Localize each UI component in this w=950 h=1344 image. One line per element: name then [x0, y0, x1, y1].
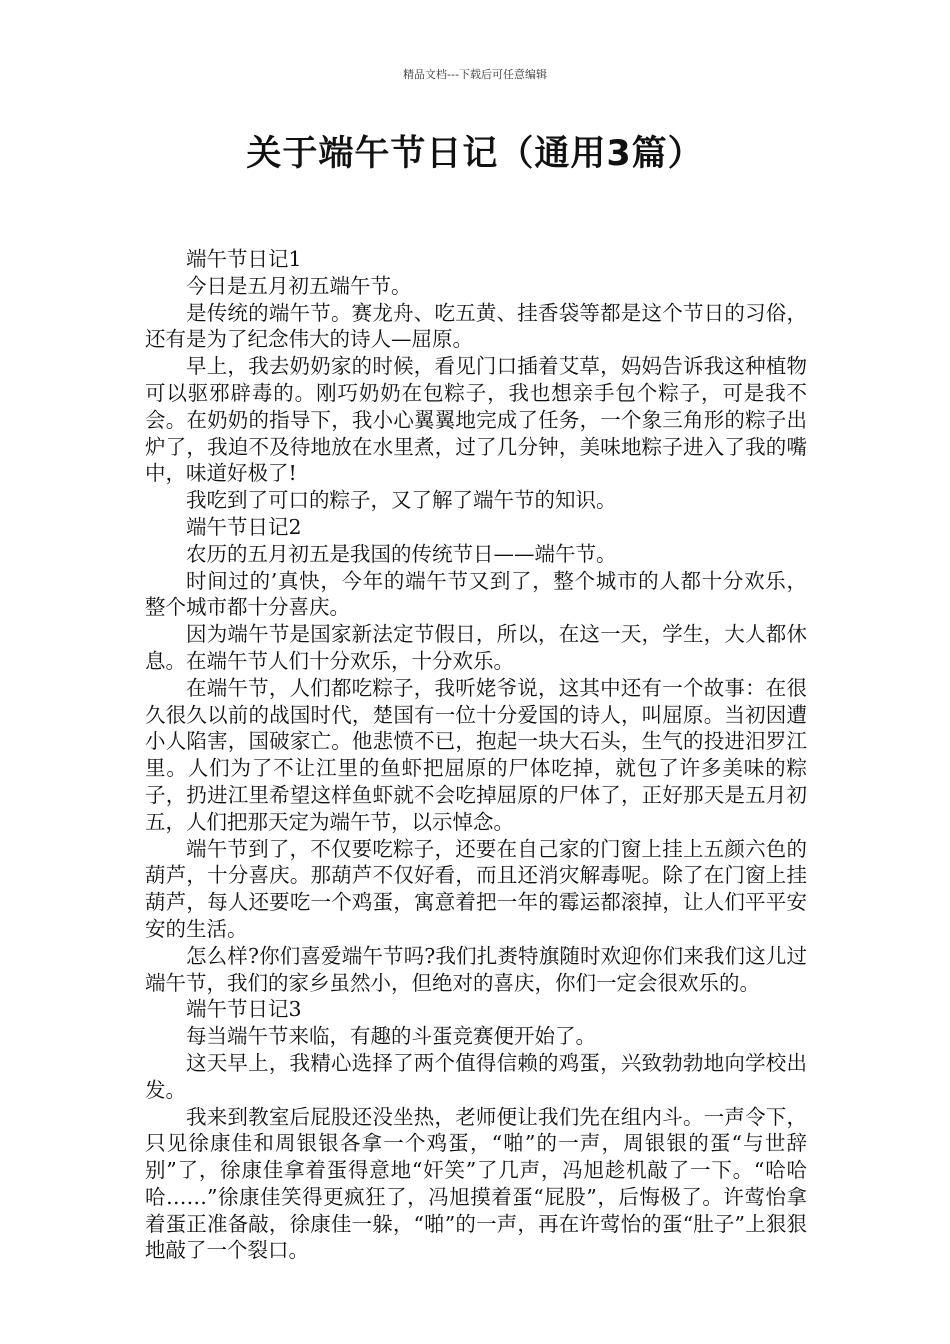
paragraph: 这天早上，我精心选择了两个值得信赖的鸡蛋，兴致勃勃地向学校出发。	[145, 1050, 807, 1102]
paragraph: 因为端午节是国家新法定节假日，所以，在这一天，学生，大人都休息。在端午节人们十分欢乐，十分欢乐。	[145, 622, 807, 673]
paragraph: 早上，我去奶奶家的时候，看见门口插着艾草，妈妈告诉我这种植物可以驱邪辟毒的。刚巧奶奶在包粽子，我也想亲手包个粽子，可是我不会。在奶奶的指导下，我小心翼翼地完成了任务，一个象三角形的粽子出炉了，我迫不及待地放在水里煮，过了几分钟，美味地粽子进入了我的嘴中，味道好极了!	[145, 354, 807, 486]
paragraph: 时间过的’真快，今年的端午节又到了，整个城市的人都十分欢乐，整个城市都十分喜庆。	[145, 568, 807, 620]
header-note: 精品文档---下载后可任意编辑	[403, 68, 547, 81]
heading-diary-1: 端午节日记1	[186, 247, 302, 271]
paragraph: 农历的五月初五是我国的传统节日——端午节。	[186, 541, 617, 566]
heading-diary-3: 端午节日记3	[186, 997, 302, 1022]
paragraph: 每当端午节来临，有趣的斗蛋竞赛便开始了。	[186, 1024, 596, 1049]
paragraph: 在端午节，人们都吃粽子，我听姥爷说，这其中还有一个故事：在很久很久以前的战国时代，楚国有一位十分爱国的诗人，叫屈原。当初因遭小人陷害，国破家亡。他悲愤不已，抱起一块大石头，生气的投进汨罗江里。人们为了不让江里的鱼虾把屈原的尸体吃掉，就包了许多美味的粽子，扔进江里希望这样鱼虾就不会吃掉屈原的尸体了，正好那天是五月初五，人们把那天定为端午节，以示悼念。	[145, 675, 807, 834]
document-body	[145, 246, 807, 1264]
paragraph: 我吃到了可口的粽子，又了解了端午节的知识。	[186, 488, 617, 513]
paragraph: 端午节到了，不仅要吃粽子，还要在自己家的门窗上挂上五颜六色的葫芦，十分喜庆。那葫芦不仅好看，而且还消灾解毒呢。除了在门窗上挂葫芦，每人还要吃一个鸡蛋，寓意着把一年的霉运都滚掉，让人们平平安安的生活。	[145, 836, 807, 941]
page-title: 关于端午节日记（通用3篇）	[246, 134, 704, 174]
paragraph: 怎么样?你们喜爱端午节吗?我们扎赉特旗随时欢迎你们来我们这儿过端午节，我们的家乡虽然小，但绝对的喜庆，你们一定会很欢乐的。	[145, 943, 807, 995]
paragraph: 今日是五月初五端午节。	[186, 273, 412, 298]
paragraph: 是传统的端午节。赛龙舟、吃五黄、挂香袋等都是这个节日的习俗，还有是为了纪念伟大的诗人—屈原。	[145, 300, 807, 352]
heading-diary-2: 端午节日记2	[186, 514, 302, 539]
paragraph: 我来到教室后屁股还没坐热，老师便让我们先在组内斗。一声令下，只见徐康佳和周银银各拿一个鸡蛋，“啪”的一声，周银银的蛋“与世辞别”了，徐康佳拿着蛋得意地“奸笑”了几声，冯旭趁机敲了一下。“哈哈哈……”徐康佳笑得更疯狂了，冯旭摸着蛋“屁股”，后悔极了。许莺怡拿着蛋正准备敲，徐康佳一躲，“啪”的一声，再在许莺怡的蛋“肚子”上狠狠地敲了一个裂口。	[145, 1104, 807, 1263]
